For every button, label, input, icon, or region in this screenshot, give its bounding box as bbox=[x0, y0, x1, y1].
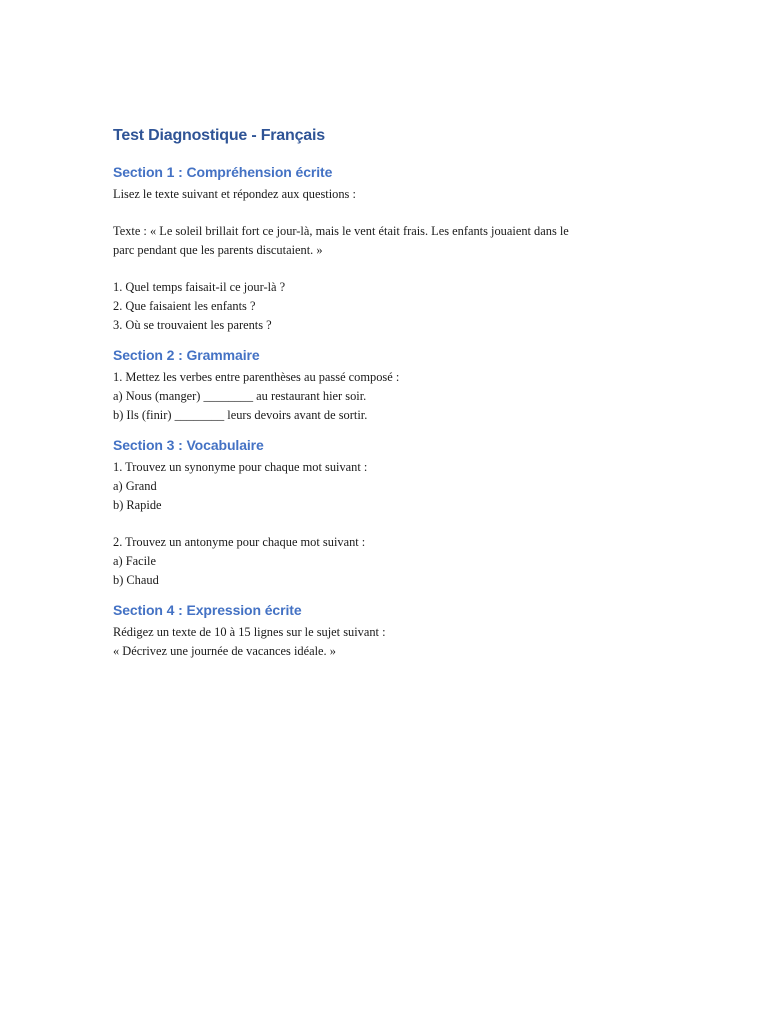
instruction-text: Lisez le texte suivant et répondez aux questions : bbox=[113, 187, 356, 201]
question-item: 1. Quel temps faisait-il ce jour-là ? bbox=[113, 280, 286, 294]
reading-text: Texte : « Le soleil brillait fort ce jour-là, mais le vent était frais. Les enfants jouaient dans le bbox=[113, 224, 569, 238]
instruction-text: 1. Trouvez un synonyme pour chaque mot suivant : bbox=[113, 460, 368, 474]
reading-text: parc pendant que les parents discutaient. » bbox=[113, 243, 323, 257]
question-item: 3. Où se trouvaient les parents ? bbox=[113, 318, 272, 332]
spacer bbox=[113, 335, 673, 346]
section-heading: Section 2 : Grammaire bbox=[113, 347, 260, 363]
spacer bbox=[113, 204, 673, 222]
exercise-item: a) Facile bbox=[113, 554, 156, 568]
section-vocabulary bbox=[113, 436, 673, 590]
instruction-text: 2. Trouvez un antonyme pour chaque mot suivant : bbox=[113, 535, 366, 549]
exercise-item: b) Ils (finir) ________ leurs devoirs avant de sortir. bbox=[113, 408, 368, 422]
section-heading: Section 4 : Expression écrite bbox=[113, 602, 302, 618]
section-grammar bbox=[113, 346, 673, 425]
document-title: Test Diagnostique - Français bbox=[113, 127, 325, 144]
exercise-item: a) Grand bbox=[113, 479, 157, 493]
section-heading: Section 3 : Vocabulaire bbox=[113, 437, 264, 453]
spacer bbox=[113, 260, 673, 278]
spacer bbox=[113, 425, 673, 436]
instruction-text: 1. Mettez les verbes entre parenthèses au passé composé : bbox=[113, 370, 400, 384]
writing-subject: « Décrivez une journée de vacances idéale. » bbox=[113, 644, 336, 658]
instruction-text: Rédigez un texte de 10 à 15 lignes sur le sujet suivant : bbox=[113, 625, 386, 639]
section-heading: Section 1 : Compréhension écrite bbox=[113, 164, 333, 180]
section-writing bbox=[113, 601, 673, 661]
document-page bbox=[113, 126, 673, 661]
spacer bbox=[113, 515, 673, 533]
question-item: 2. Que faisaient les enfants ? bbox=[113, 299, 256, 313]
exercise-item: a) Nous (manger) ________ au restaurant hier soir. bbox=[113, 389, 367, 403]
spacer bbox=[113, 590, 673, 601]
exercise-item: b) Chaud bbox=[113, 573, 159, 587]
exercise-item: b) Rapide bbox=[113, 498, 162, 512]
section-comprehension bbox=[113, 163, 673, 335]
